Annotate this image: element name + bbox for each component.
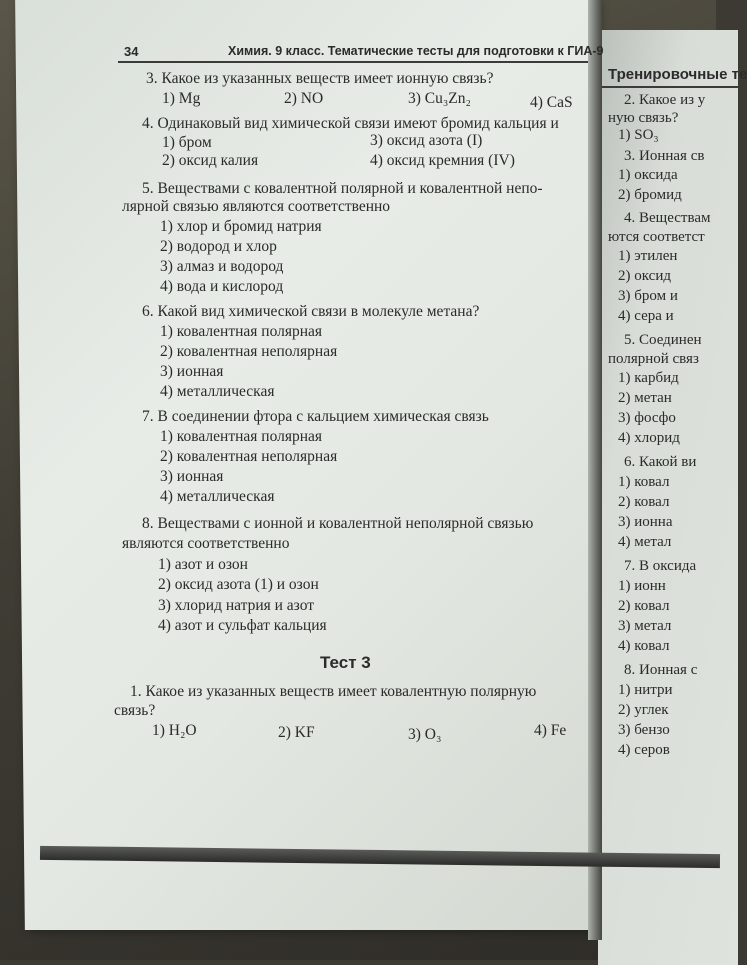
test-3-question-1-cont: связь? [114,702,156,719]
right-line: 3) метал [618,618,672,634]
right-line: 1) ионн [618,578,666,594]
right-line: 3) бензо [618,722,670,738]
option: 1) Mg [162,90,201,107]
option: 3) O₃ [408,726,442,743]
book-spine-fold [588,0,602,940]
right-line: 6. Какой ви [624,454,697,470]
right-line: 1) ковал [618,474,670,490]
right-line: 4) сера и [618,308,674,324]
right-line: 3. Ионная св [624,148,705,164]
option: 4) оксид кремния (IV) [370,152,515,169]
option: 3) ионная [160,468,224,485]
option: 2) KF [278,724,315,741]
option: 3) хлорид натрия и азот [158,597,315,614]
option: 2) оксид азота (1) и озон [158,576,319,593]
right-running-header: Тренировочные те [608,66,747,83]
question-5-cont: лярной связью являются соответственно [122,198,391,215]
right-line: 2) оксид [618,268,671,284]
option: 4) Fe [534,722,567,739]
right-line: 4) хлорид [618,430,680,446]
right-line: ются соответст [608,229,705,245]
option: 2) ковалентная неполярная [160,448,338,465]
option: 4) металлическая [160,488,275,505]
right-line: 4) метал [618,534,672,550]
test-3-title: Тест 3 [320,653,371,672]
question-3: 3. Какое из указанных веществ имеет ионную связь? [146,70,494,87]
right-line: 2) метан [618,390,672,406]
question-7: 7. В соединении фтора с кальцием химическая связь [142,408,489,425]
option: 1) ковалентная полярная [160,428,323,445]
header-rule [118,61,588,63]
right-line: 1) карбид [618,370,679,386]
option: 2) оксид калия [162,152,259,169]
option: 1) H₂O [152,722,197,739]
right-line: 3) бром и [618,288,678,304]
question-6: 6. Какой вид химической связи в молекуле метана? [142,303,480,320]
test-3-question-1: 1. Какое из указанных веществ имеет ковалентную полярную [130,683,537,700]
option: 3) ионная [160,363,224,380]
option: 4) азот и сульфат кальция [158,617,327,634]
right-line: полярной связ [608,351,699,367]
right-line: 2) бромид [618,187,682,203]
option: 4) CaS [530,94,573,111]
right-line: 2) ковал [618,494,670,510]
right-line: 8. Ионная с [624,662,698,678]
right-line: 3) фосфо [618,410,676,426]
option: 1) бром [162,134,212,151]
question-4: 4. Одинаковый вид химической связи имеют бромид кальция и [142,115,559,132]
question-8-cont: являются соответственно [122,535,290,552]
running-header: Химия. 9 класс. Тематические тесты для подготовки к ГИА-9 [228,44,604,58]
right-line: 4) ковал [618,638,670,654]
right-line: 4) серов [618,742,670,758]
option: 4) металлическая [160,383,275,400]
option: 2) водород и хлор [160,238,277,255]
right-line: 4. Веществам [624,210,711,226]
right-line: 1) этилен [618,248,678,264]
right-line: ную связь? [608,110,679,126]
option: 3) алмаз и водород [160,258,284,275]
right-line: 2. Какое из у [624,92,706,108]
option: 1) азот и озон [158,556,248,573]
right-line: 7. В оксида [624,558,697,574]
option: 3) оксид азота (I) [370,132,483,149]
right-header-rule [598,86,738,88]
right-line: 1) нитри [618,682,673,698]
option: 1) ковалентная полярная [160,323,323,340]
page-number: 34 [124,44,139,59]
option: 4) вода и кислород [160,278,284,295]
question-5: 5. Веществами с ковалентной полярной и ковалентной непо- [142,180,543,197]
right-line: 3) ионна [618,514,673,530]
option: 2) NO [284,90,324,107]
right-page [598,30,747,965]
option: 1) хлор и бромид натрия [160,218,322,235]
right-line: 1) SO₃ [618,127,659,143]
right-line: 5. Соединен [624,332,702,348]
question-8: 8. Веществами с ионной и ковалентной неполярной связью [142,515,534,532]
option: 3) Cu₃Zn₂ [408,90,471,107]
option: 2) ковалентная неполярная [160,343,338,360]
right-line: 1) оксида [618,167,678,183]
right-line: 2) ковал [618,598,670,614]
right-line: 2) углек [618,702,669,718]
